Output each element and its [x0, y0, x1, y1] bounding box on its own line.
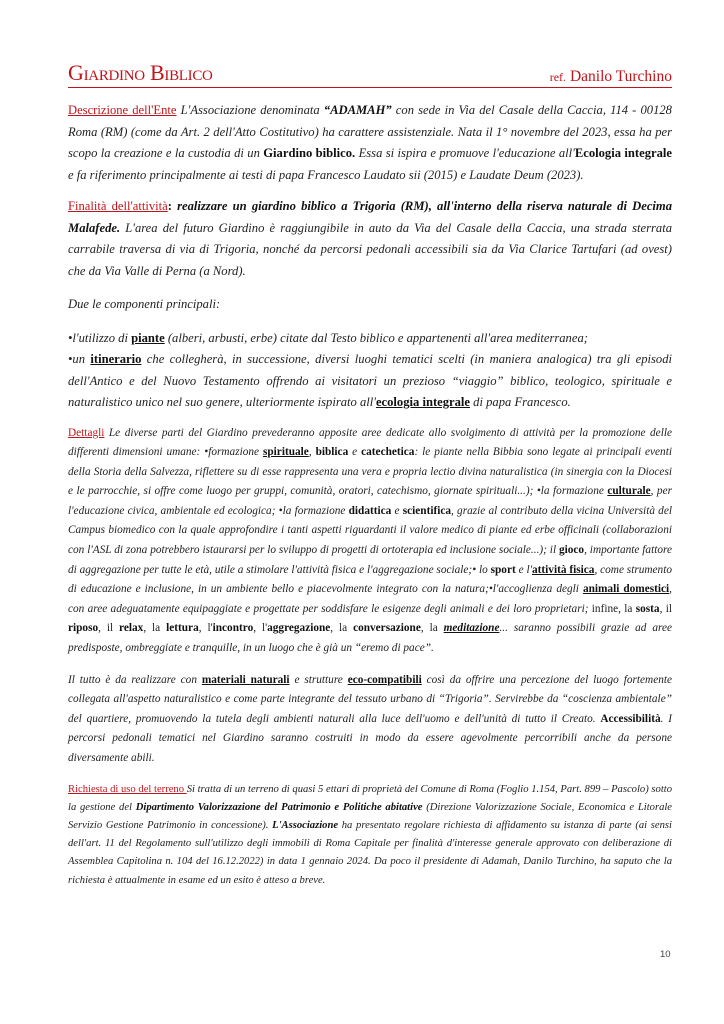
- section-materiali: [68, 671, 672, 769]
- document-title: Giardino Biblico: [68, 60, 213, 85]
- text: , grazie al contributo della vicina Università del Campus biomedico con la quale approfondire i tanti aspetti riguardanti il valore medico di piante ed erbe officinali (collaborazioni con l'ASL di zona potrebbero istaurarsi per lo sviluppo di progetti di ortoterapia ed inclusione sociale...); il: [68, 504, 672, 557]
- section-label: Richiesta di uso del terreno: [68, 783, 187, 795]
- bold-text: eco-compatibili: [347, 673, 422, 686]
- text: (Direzione Valorizzazione Sociale, Economica e Litorale Servizio Gestione Patrimonio in concessione).: [68, 801, 673, 831]
- text: •l'utilizzo di: [68, 330, 132, 345]
- text: , la: [330, 622, 354, 635]
- text: , importante fattore di aggregazione per tutte le età, utile a stimolare l'attività fisica e l'aggregazione sociale;• lo: [68, 544, 672, 576]
- bold-text: conversazione: [353, 622, 421, 635]
- text: , con aree adeguatamente equipaggiate e progettate per soddisfare le esigenze degli animali e dei loro proprietari;: [68, 583, 672, 615]
- bold-text: piante: [131, 330, 165, 345]
- bold-text: animali domestici: [582, 583, 670, 596]
- bold-text: “ADAMAH”: [323, 103, 392, 117]
- bold-text: scientifica: [402, 504, 452, 517]
- bold-text: sosta: [635, 602, 660, 615]
- text: ha presentato regolare richiesta di affidamento su istanza di parte (ai sensi dell'art. 11 del Regolamento sull'utilizzo degli immobili di Roma Capitale per finalità d'interesse generale approvato con deliberazione di Assemblea Capitolina n. 104 del 16.12.2022) in data 1 gennaio 2024. Da poco il presidente di Adamah, Danilo Turchino, ha saputo che la richiesta è attualmente in esame ed un esito è atteso a breve.: [68, 820, 672, 886]
- text: . I percorsi pedonali tematici nel Giardino saranno costruiti in modo da essere agevolmente percorribili anche da persone diversamente abili.: [68, 712, 672, 764]
- section-label: Dettagli: [68, 426, 105, 439]
- bold-text: didattica: [348, 504, 392, 517]
- bold-text: spirituale: [262, 446, 309, 459]
- text: L'Associazione denominata: [176, 103, 324, 117]
- text: e strutture: [289, 673, 348, 686]
- componenti-intro: Due le componenti principali:: [68, 297, 221, 311]
- text: , il: [98, 622, 120, 635]
- section-label: Descrizione dell'Ente: [68, 103, 177, 117]
- bold-text: catechetica: [361, 446, 415, 459]
- text: Essa si ispira e promuove l'educazione all': [355, 146, 575, 160]
- text: infine, la: [591, 602, 636, 615]
- text: , la: [143, 622, 167, 635]
- text: così da offrire una percezione del luogo fortemente collegata all'aspetto naturalistico e come parte integrante del tessuto urbano di “Trigoria”. Servirebbe da “coscienza ambientale” del quartiere, promuovendo la tutela degli ambienti naturali alla luce dell'uomo e dell'unità di tutto il Creato.: [68, 673, 673, 725]
- reference: [550, 68, 672, 86]
- reference-name: Danilo Turchino: [569, 68, 672, 85]
- bold-text: incontro: [212, 622, 254, 635]
- text: , l': [198, 622, 213, 635]
- text: di papa Francesco.: [470, 395, 571, 409]
- bold-text: itinerario: [90, 352, 142, 366]
- bold-text: Accessibilità: [600, 712, 661, 725]
- text: (alberi, arbusti, erbe) citate dal Testo biblico e appartenenti all'area mediterranea;: [164, 330, 588, 345]
- text: che collegherà, in successione, diversi luoghi tematici scelti (in maniera analogica) tra gli episodi dell'Antico e del Nuovo Testamento offrendo ai visitatori un prezioso “viaggio” biblico, teologico, spirituale e naturalistico unico nel suo genere, ulteriormente ispirato all': [68, 352, 672, 409]
- text: ... saranno possibili grazie ad aree predisposte, ombreggiate e tranquille, in un luogo che è già un “eremo di pace”.: [68, 622, 672, 655]
- section-descrizione: [68, 100, 672, 186]
- bold-text: Ecologia integrale: [574, 146, 672, 160]
- text: : le piante nella Bibbia sono legate ai principali eventi della Storia della Salvezza, riflettere su di esse rappresenta una vera e propria lectio divina naturalistica (in sinergia con la Diocesi e le parrocchie, si offre come luogo per gruppi, comunità, oratori, catechismo, giornate spirituali...); •la formazione: [68, 446, 672, 498]
- text: , per l'educazione civica, ambientale ed ecologica; •la formazione: [68, 485, 672, 517]
- text: Si tratta di un terreno di quasi 5 ettari di proprietà del Comune di Roma (Foglio 1.154, Part. 899 – Pascolo) sotto la gestione del: [68, 783, 672, 813]
- text: L'area del futuro Giardino è raggiungibile in auto da Via del Casale della Caccia, una strada sterrata carrabile traversa di via di Trigoria, nonché da percorsi pedonali accessibili sia da Via Clarice Tartufari (ad ovest) che da Via Valle di Perna (a Nord).: [68, 220, 672, 278]
- text: Il tutto è da realizzare con: [68, 673, 202, 686]
- bold-text: gioco: [558, 544, 585, 557]
- text: , la: [420, 622, 444, 635]
- text: , l': [253, 622, 268, 635]
- bold-text: biblica: [315, 446, 349, 459]
- text: •un: [68, 352, 91, 366]
- text: , il: [659, 602, 672, 615]
- text: Le diverse parti del Giardino prevederanno apposite aree dedicate allo svolgimento di attività per la promozione delle differenti dimensioni umane: •formazione: [68, 426, 672, 459]
- bold-text: attività fisica: [532, 563, 595, 576]
- bold-text: L'Associazione: [272, 820, 339, 831]
- bold-text: culturale: [607, 485, 651, 498]
- document-page: [68, 60, 672, 890]
- bold-text: riposo: [68, 622, 99, 635]
- page-number: 10: [660, 949, 671, 960]
- text: e: [391, 504, 403, 517]
- text: ,: [308, 446, 316, 459]
- bold-text: Dipartimento Valorizzazione del Patrimonio e Politiche abitative: [135, 801, 423, 813]
- bold-text: aggregazione: [267, 622, 331, 635]
- bold-text: sport: [490, 563, 516, 576]
- bold-text: materiali naturali: [201, 673, 290, 686]
- text: e fa riferimento principalmente ai testi di papa Francesco Laudato sii (2015) e Laudate Deum (2023).: [68, 167, 584, 182]
- bold-text: Giardino biblico.: [263, 146, 356, 160]
- page-header: [68, 60, 672, 88]
- text: con sede in Via del Casale della Caccia, 114 - 00128 Roma (RM) (come da Art. 2 dell'Atto Costitutivo) ha carattere assistenziale. Nata il 1° novembre del 2023, essa ha per scopo la creazione e la custodia di un: [68, 103, 672, 160]
- bold-text: meditazione: [443, 622, 500, 635]
- componenti-item-1: [68, 328, 672, 350]
- section-finalita: [68, 196, 672, 282]
- text: , come strumento di educazione e inclusione, in un ambiente bello e piacevolmente integrato con la natura;•l'accoglienza degli: [68, 563, 672, 596]
- section-dettagli: [68, 424, 672, 659]
- text: :: [167, 199, 172, 213]
- reference-prefix: ref.: [549, 70, 567, 84]
- section-label: Finalità dell'attività: [68, 199, 168, 213]
- text: e l': [515, 563, 532, 576]
- bold-text: realizzare un giardino biblico a Trigoria (RM), all'interno della riserva naturale di Decima Malafede.: [68, 199, 672, 235]
- bold-text: ecologia integrale: [375, 395, 471, 409]
- bold-text: lettura: [166, 622, 199, 635]
- componenti-item-2: [68, 349, 672, 414]
- text: e: [348, 446, 362, 459]
- bold-text: relax: [119, 622, 144, 635]
- section-richiesta: [68, 781, 672, 890]
